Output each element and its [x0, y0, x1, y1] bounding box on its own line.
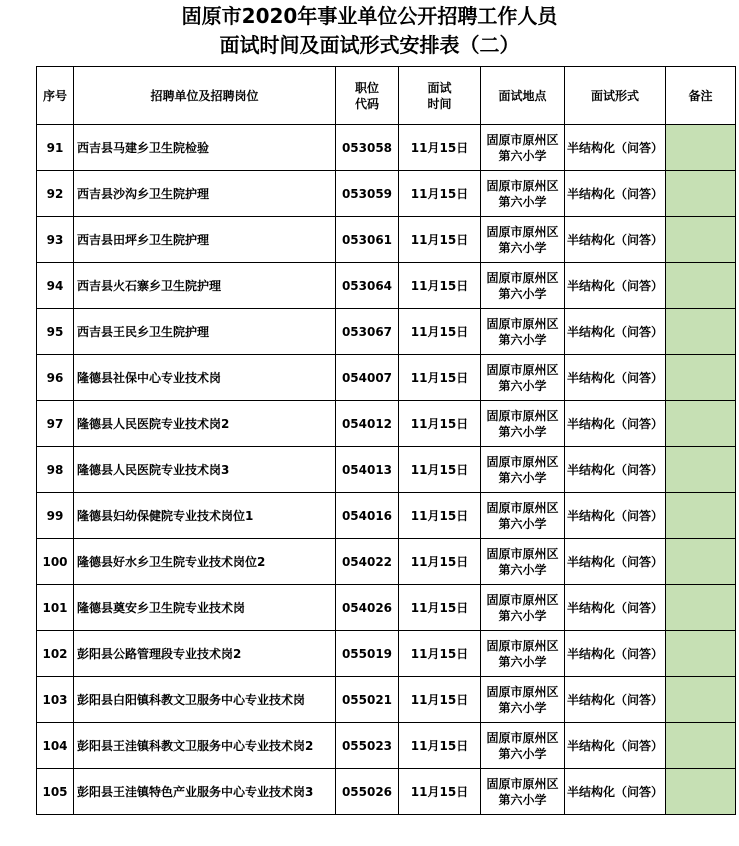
cell-place: 固原市原州区第六小学 — [481, 493, 565, 539]
cell-form: 半结构化（问答） — [565, 447, 666, 493]
cell-time: 11月15日 — [399, 769, 481, 815]
cell-form: 半结构化（问答） — [565, 401, 666, 447]
cell-code: 053067 — [336, 309, 399, 355]
cell-post: 隆德县人民医院专业技术岗2 — [74, 401, 336, 447]
cell-code: 053064 — [336, 263, 399, 309]
cell-time: 11月15日 — [399, 355, 481, 401]
header-code-line2: 代码 — [354, 96, 379, 111]
cell-code: 054013 — [336, 447, 399, 493]
table-row — [37, 355, 736, 401]
header-seq: 序号 — [37, 67, 74, 125]
cell-form: 半结构化（问答） — [565, 723, 666, 769]
table-row — [37, 631, 736, 677]
cell-code: 054026 — [336, 585, 399, 631]
cell-place: 固原市原州区第六小学 — [481, 401, 565, 447]
cell-post: 彭阳县王洼镇科教文卫服务中心专业技术岗2 — [74, 723, 336, 769]
cell-seq: 91 — [37, 125, 74, 171]
cell-post: 西吉县王民乡卫生院护理 — [74, 309, 336, 355]
cell-note — [666, 447, 736, 493]
cell-time: 11月15日 — [399, 125, 481, 171]
cell-note — [666, 631, 736, 677]
cell-post: 西吉县火石寨乡卫生院护理 — [74, 263, 336, 309]
table-row — [37, 263, 736, 309]
cell-post: 西吉县田坪乡卫生院护理 — [74, 217, 336, 263]
table-row — [37, 493, 736, 539]
header-post: 招聘单位及招聘岗位 — [74, 67, 336, 125]
cell-place: 固原市原州区第六小学 — [481, 217, 565, 263]
cell-time: 11月15日 — [399, 585, 481, 631]
header-form: 面试形式 — [565, 67, 666, 125]
cell-form: 半结构化（问答） — [565, 309, 666, 355]
cell-form: 半结构化（问答） — [565, 493, 666, 539]
table-row — [37, 539, 736, 585]
cell-form: 半结构化（问答） — [565, 171, 666, 217]
header-place: 面试地点 — [481, 67, 565, 125]
header-code-line1: 职位 — [354, 80, 379, 95]
table-row — [37, 125, 736, 171]
cell-code: 054022 — [336, 539, 399, 585]
cell-time: 11月15日 — [399, 401, 481, 447]
cell-place: 固原市原州区第六小学 — [481, 539, 565, 585]
cell-note — [666, 539, 736, 585]
page-title-line2: 面试时间及面试形式安排表（二） — [219, 33, 520, 57]
cell-place: 固原市原州区第六小学 — [481, 769, 565, 815]
cell-time: 11月15日 — [399, 263, 481, 309]
table-row — [37, 677, 736, 723]
cell-note — [666, 125, 736, 171]
cell-note — [666, 309, 736, 355]
cell-seq: 105 — [37, 769, 74, 815]
cell-time: 11月15日 — [399, 631, 481, 677]
cell-note — [666, 677, 736, 723]
header-code — [336, 67, 399, 125]
cell-note — [666, 355, 736, 401]
cell-time: 11月15日 — [399, 217, 481, 263]
cell-seq: 100 — [37, 539, 74, 585]
cell-seq: 92 — [37, 171, 74, 217]
table-row — [37, 769, 736, 815]
cell-seq: 96 — [37, 355, 74, 401]
cell-seq: 95 — [37, 309, 74, 355]
cell-post: 隆德县好水乡卫生院专业技术岗位2 — [74, 539, 336, 585]
header-note: 备注 — [666, 67, 736, 125]
cell-time: 11月15日 — [399, 171, 481, 217]
table-row — [37, 217, 736, 263]
cell-code: 055023 — [336, 723, 399, 769]
cell-post: 彭阳县白阳镇科教文卫服务中心专业技术岗 — [74, 677, 336, 723]
cell-place: 固原市原州区第六小学 — [481, 125, 565, 171]
cell-post: 隆德县人民医院专业技术岗3 — [74, 447, 336, 493]
cell-time: 11月15日 — [399, 493, 481, 539]
cell-place: 固原市原州区第六小学 — [481, 355, 565, 401]
cell-post: 隆德县奠安乡卫生院专业技术岗 — [74, 585, 336, 631]
table-row — [37, 309, 736, 355]
header-row — [37, 67, 736, 125]
cell-place: 固原市原州区第六小学 — [481, 585, 565, 631]
cell-code: 054016 — [336, 493, 399, 539]
cell-form: 半结构化（问答） — [565, 355, 666, 401]
cell-note — [666, 401, 736, 447]
cell-seq: 102 — [37, 631, 74, 677]
cell-place: 固原市原州区第六小学 — [481, 171, 565, 217]
cell-form: 半结构化（问答） — [565, 585, 666, 631]
cell-post: 西吉县沙沟乡卫生院护理 — [74, 171, 336, 217]
table-row — [37, 723, 736, 769]
cell-seq: 94 — [37, 263, 74, 309]
cell-place: 固原市原州区第六小学 — [481, 631, 565, 677]
table-row — [37, 585, 736, 631]
cell-note — [666, 171, 736, 217]
table-row — [37, 401, 736, 447]
cell-form: 半结构化（问答） — [565, 769, 666, 815]
cell-post: 隆德县妇幼保健院专业技术岗位1 — [74, 493, 336, 539]
cell-place: 固原市原州区第六小学 — [481, 263, 565, 309]
cell-time: 11月15日 — [399, 677, 481, 723]
cell-code: 055021 — [336, 677, 399, 723]
cell-seq: 99 — [37, 493, 74, 539]
cell-note — [666, 769, 736, 815]
cell-note — [666, 585, 736, 631]
cell-note — [666, 217, 736, 263]
cell-post: 隆德县社保中心专业技术岗 — [74, 355, 336, 401]
cell-time: 11月15日 — [399, 723, 481, 769]
cell-code: 053061 — [336, 217, 399, 263]
cell-seq: 97 — [37, 401, 74, 447]
cell-code: 053059 — [336, 171, 399, 217]
cell-time: 11月15日 — [399, 447, 481, 493]
cell-form: 半结构化（问答） — [565, 539, 666, 585]
cell-code: 054012 — [336, 401, 399, 447]
cell-place: 固原市原州区第六小学 — [481, 447, 565, 493]
header-time-line1: 面试 — [427, 80, 452, 95]
header-time — [399, 67, 481, 125]
cell-form: 半结构化（问答） — [565, 677, 666, 723]
cell-post: 彭阳县公路管理段专业技术岗2 — [74, 631, 336, 677]
header-time-line2: 时间 — [427, 96, 452, 111]
table-row — [37, 171, 736, 217]
cell-time: 11月15日 — [399, 309, 481, 355]
cell-code: 054007 — [336, 355, 399, 401]
table-row — [37, 447, 736, 493]
cell-form: 半结构化（问答） — [565, 217, 666, 263]
cell-form: 半结构化（问答） — [565, 631, 666, 677]
cell-time: 11月15日 — [399, 539, 481, 585]
cell-place: 固原市原州区第六小学 — [481, 723, 565, 769]
cell-form: 半结构化（问答） — [565, 125, 666, 171]
cell-place: 固原市原州区第六小学 — [481, 309, 565, 355]
schedule-table — [36, 66, 736, 815]
cell-note — [666, 493, 736, 539]
cell-place: 固原市原州区第六小学 — [481, 677, 565, 723]
cell-post: 彭阳县王洼镇特色产业服务中心专业技术岗3 — [74, 769, 336, 815]
cell-seq: 104 — [37, 723, 74, 769]
cell-code: 053058 — [336, 125, 399, 171]
cell-note — [666, 263, 736, 309]
cell-code: 055026 — [336, 769, 399, 815]
cell-post: 西吉县马建乡卫生院检验 — [74, 125, 336, 171]
cell-code: 055019 — [336, 631, 399, 677]
cell-note — [666, 723, 736, 769]
cell-seq: 103 — [37, 677, 74, 723]
cell-seq: 93 — [37, 217, 74, 263]
cell-seq: 98 — [37, 447, 74, 493]
page-title-line1: 固原市2020年事业单位公开招聘工作人员 — [181, 4, 558, 28]
cell-seq: 101 — [37, 585, 74, 631]
cell-form: 半结构化（问答） — [565, 263, 666, 309]
